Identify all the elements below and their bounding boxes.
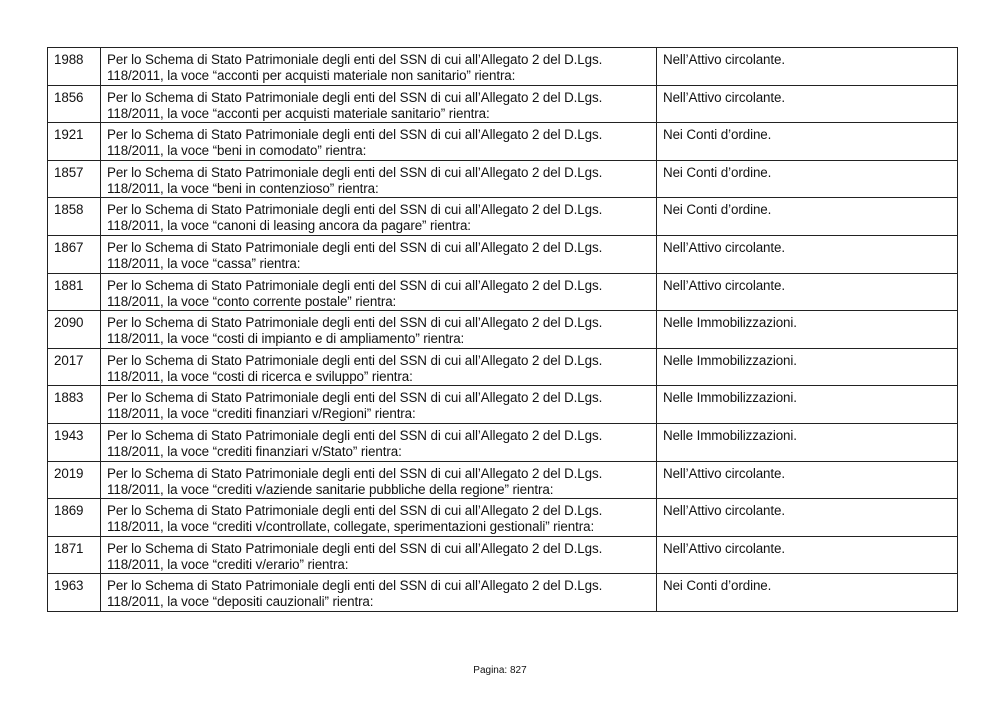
question-text: Per lo Schema di Stato Patrimoniale degli enti del SSN di cui all’Allegato 2 del D.Lgs. 118/2011, la voce “costi di ricerca e sviluppo” rientra: — [101, 348, 657, 386]
answer-text: Nell’Attivo circolante. — [657, 273, 958, 311]
question-text: Per lo Schema di Stato Patrimoniale degli enti del SSN di cui all’Allegato 2 del D.Lgs. 118/2011, la voce “costi di impianto e di ampliamento” rientra: — [101, 311, 657, 349]
table-row — [48, 235, 958, 273]
table-row — [48, 273, 958, 311]
question-id: 1943 — [48, 423, 101, 461]
question-id: 2090 — [48, 311, 101, 349]
question-id: 1988 — [48, 48, 101, 86]
question-id: 2017 — [48, 348, 101, 386]
answer-text: Nell’Attivo circolante. — [657, 235, 958, 273]
questions-table — [47, 47, 958, 612]
table-row — [48, 536, 958, 574]
table-row — [48, 123, 958, 161]
question-text: Per lo Schema di Stato Patrimoniale degli enti del SSN di cui all’Allegato 2 del D.Lgs. 118/2011, la voce “acconti per acquisti materiale non sanitario” rientra: — [101, 48, 657, 86]
question-text: Per lo Schema di Stato Patrimoniale degli enti del SSN di cui all’Allegato 2 del D.Lgs. 118/2011, la voce “cassa” rientra: — [101, 235, 657, 273]
table-row — [48, 160, 958, 198]
answer-text: Nelle Immobilizzazioni. — [657, 311, 958, 349]
question-id: 1963 — [48, 574, 101, 612]
answer-text: Nei Conti d’ordine. — [657, 160, 958, 198]
question-text: Per lo Schema di Stato Patrimoniale degli enti del SSN di cui all’Allegato 2 del D.Lgs. 118/2011, la voce “beni in comodato” rientra: — [101, 123, 657, 161]
table-row — [48, 461, 958, 499]
question-text: Per lo Schema di Stato Patrimoniale degli enti del SSN di cui all’Allegato 2 del D.Lgs. 118/2011, la voce “acconti per acquisti materiale sanitario” rientra: — [101, 85, 657, 123]
table-row — [48, 85, 958, 123]
answer-text: Nell’Attivo circolante. — [657, 48, 958, 86]
question-text: Per lo Schema di Stato Patrimoniale degli enti del SSN di cui all’Allegato 2 del D.Lgs. 118/2011, la voce “conto corrente postale” rientra: — [101, 273, 657, 311]
question-id: 1856 — [48, 85, 101, 123]
question-id: 2019 — [48, 461, 101, 499]
question-id: 1867 — [48, 235, 101, 273]
question-text: Per lo Schema di Stato Patrimoniale degli enti del SSN di cui all’Allegato 2 del D.Lgs. 118/2011, la voce “crediti v/erario” rientra: — [101, 536, 657, 574]
answer-text: Nell’Attivo circolante. — [657, 499, 958, 537]
answer-text: Nell’Attivo circolante. — [657, 85, 958, 123]
question-text: Per lo Schema di Stato Patrimoniale degli enti del SSN di cui all’Allegato 2 del D.Lgs. 118/2011, la voce “crediti finanziari v/Regioni” rientra: — [101, 386, 657, 424]
answer-text: Nelle Immobilizzazioni. — [657, 423, 958, 461]
page-number: Pagina: 827 — [473, 665, 527, 676]
question-id: 1869 — [48, 499, 101, 537]
table-row — [48, 311, 958, 349]
answer-text: Nell’Attivo circolante. — [657, 461, 958, 499]
question-text: Per lo Schema di Stato Patrimoniale degli enti del SSN di cui all’Allegato 2 del D.Lgs. 118/2011, la voce “crediti v/aziende sanitarie pubbliche della regione” rientra: — [101, 461, 657, 499]
question-text: Per lo Schema di Stato Patrimoniale degli enti del SSN di cui all’Allegato 2 del D.Lgs. 118/2011, la voce “beni in contenzioso” rientra: — [101, 160, 657, 198]
question-id: 1883 — [48, 386, 101, 424]
answer-text: Nei Conti d’ordine. — [657, 123, 958, 161]
table-row — [48, 48, 958, 86]
questions-table-body — [48, 48, 958, 612]
question-text: Per lo Schema di Stato Patrimoniale degli enti del SSN di cui all’Allegato 2 del D.Lgs. 118/2011, la voce “canoni di leasing ancora da pagare” rientra: — [101, 198, 657, 236]
answer-text: Nei Conti d’ordine. — [657, 198, 958, 236]
answer-text: Nelle Immobilizzazioni. — [657, 348, 958, 386]
answer-text: Nelle Immobilizzazioni. — [657, 386, 958, 424]
table-row — [48, 574, 958, 612]
question-id: 1921 — [48, 123, 101, 161]
table-row — [48, 348, 958, 386]
question-id: 1881 — [48, 273, 101, 311]
answer-text: Nei Conti d’ordine. — [657, 574, 958, 612]
question-text: Per lo Schema di Stato Patrimoniale degli enti del SSN di cui all’Allegato 2 del D.Lgs. 118/2011, la voce “depositi cauzionali” rientra: — [101, 574, 657, 612]
answer-text: Nell’Attivo circolante. — [657, 536, 958, 574]
question-id: 1858 — [48, 198, 101, 236]
table-row — [48, 198, 958, 236]
table-row — [48, 423, 958, 461]
table-row — [48, 499, 958, 537]
question-id: 1871 — [48, 536, 101, 574]
question-text: Per lo Schema di Stato Patrimoniale degli enti del SSN di cui all’Allegato 2 del D.Lgs. 118/2011, la voce “crediti finanziari v/Stato” rientra: — [101, 423, 657, 461]
table-row — [48, 386, 958, 424]
question-text: Per lo Schema di Stato Patrimoniale degli enti del SSN di cui all’Allegato 2 del D.Lgs. 118/2011, la voce “crediti v/controllate, collegate, sperimentazioni gestionali” rientra: — [101, 499, 657, 537]
question-id: 1857 — [48, 160, 101, 198]
